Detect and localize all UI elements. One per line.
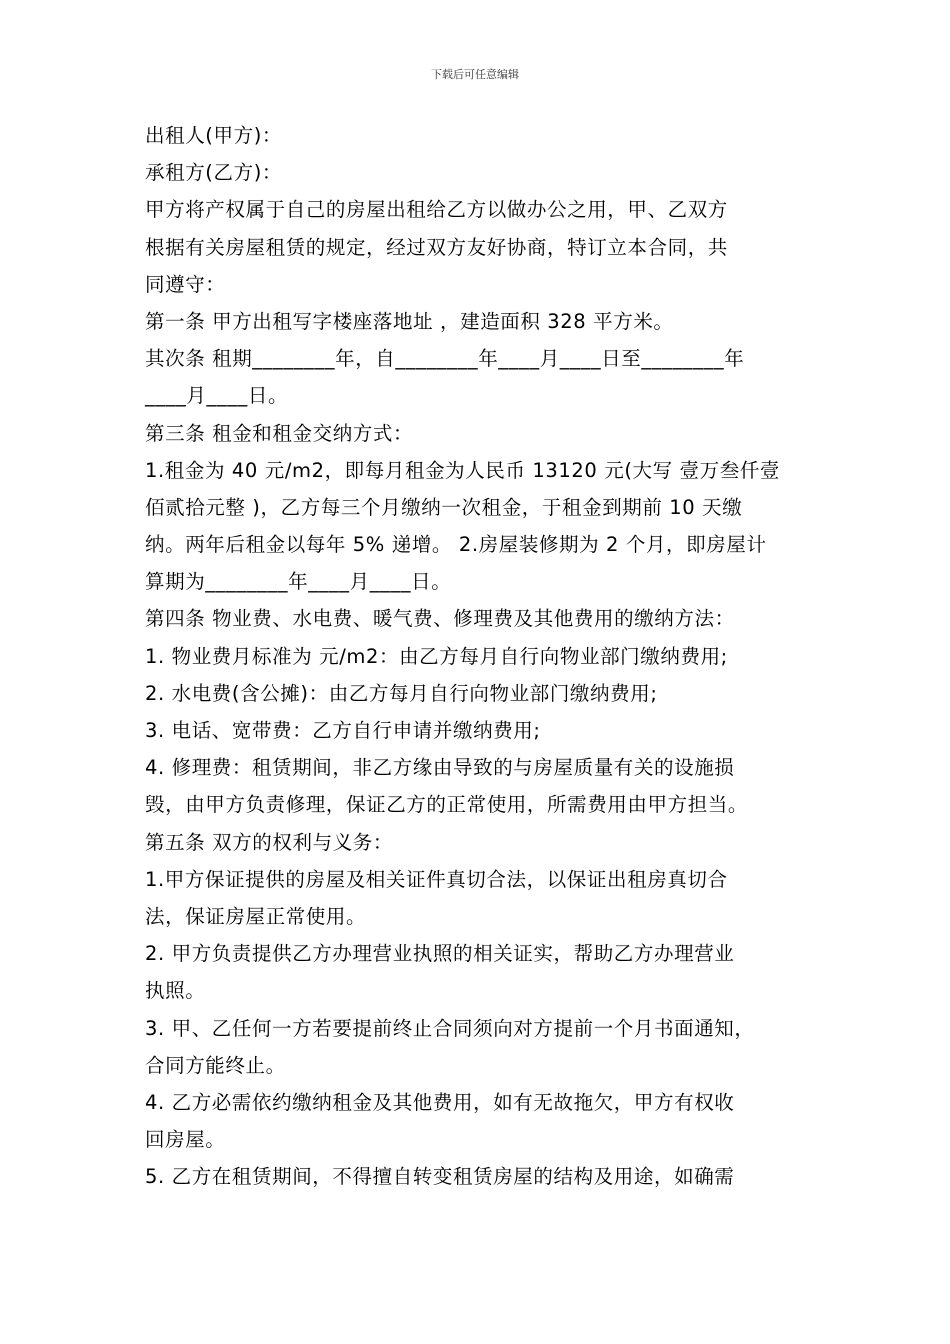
text-line: ____月____日。 (145, 384, 289, 408)
text-line: 甲方将产权属于自己的房屋出租给乙方以做办公之用，甲、乙双方 (145, 198, 728, 222)
text-line: 2. 水电费(含公摊)：由乙方每月自行向物业部门缴纳费用; (145, 681, 658, 705)
text-line: 1.租金为 40 元/m2，即每月租金为人民币 13120 元(大写 壹万叁仟壹 (145, 458, 781, 482)
text-line: 4. 修理费：租赁期间，非乙方缘由导致的与房屋质量有关的设施损 (145, 756, 735, 780)
text-line: 第五条 双方的权利与义务： (145, 830, 393, 854)
text-line: 4. 乙方必需依约缴纳租金及其他费用，如有无故拖欠，甲方有权收 (145, 1090, 735, 1114)
text-line: 其次条 租期________年，自________年____月____日至________年 (145, 347, 745, 371)
text-line: 同遵守： (145, 272, 226, 296)
text-line: 3. 甲、乙任何一方若要提前终止合同须向对方提前一个月书面通知， (145, 1016, 755, 1040)
text-line: 毁，由甲方负责修理，保证乙方的正常使用，所需费用由甲方担当。 (145, 793, 749, 817)
text-line: 承租方(乙方)： (145, 161, 283, 185)
text-line: 佰贰拾元整 )，乙方每三个月缴纳一次租金，于租金到期前 10 天缴 (145, 495, 743, 519)
text-line: 法，保证房屋正常使用。 (145, 904, 367, 928)
text-line: 根据有关房屋租赁的规定，经过双方友好协商，特订立本合同，共 (145, 235, 728, 259)
text-line: 1.甲方保证提供的房屋及相关证件真切合法，以保证出租房真切合 (145, 867, 728, 891)
text-line: 3. 电话、宽带费：乙方自行申请并缴纳费用; (145, 719, 541, 742)
text-line: 回房屋。 (145, 1128, 226, 1152)
text-line: 出租人(甲方)： (145, 124, 283, 147)
text-line: 第一条 甲方出租写字楼座落地址 ，建造面积 328 平方米。 (145, 309, 674, 333)
text-line: 1. 物业费月标准为 元/m2：由乙方每月自行向物业部门缴纳费用; (145, 644, 728, 668)
text-line: 第四条 物业费、水电费、暖气费、修理费及其他费用的缴纳方法： (145, 607, 735, 631)
page-header: 下载后可任意编辑 (431, 68, 519, 81)
text-line: 合同方能终止。 (145, 1053, 286, 1077)
text-line: 算期为________年____月____日。 (145, 570, 452, 594)
text-line: 执照。 (145, 979, 206, 1003)
text-line: 第三条 租金和租金交纳方式： (145, 421, 414, 445)
document-body (145, 117, 830, 1195)
text-line: 2. 甲方负责提供乙方办理营业执照的相关证实，帮助乙方办理营业 (145, 942, 735, 966)
text-line: 5. 乙方在租赁期间，不得擅自转变租赁房屋的结构及用途，如确需 (145, 1165, 735, 1189)
text-line: 纳。两年后租金以每年 5% 递增。 2.房屋装修期为 2 个月，即房屋计 (145, 533, 767, 557)
